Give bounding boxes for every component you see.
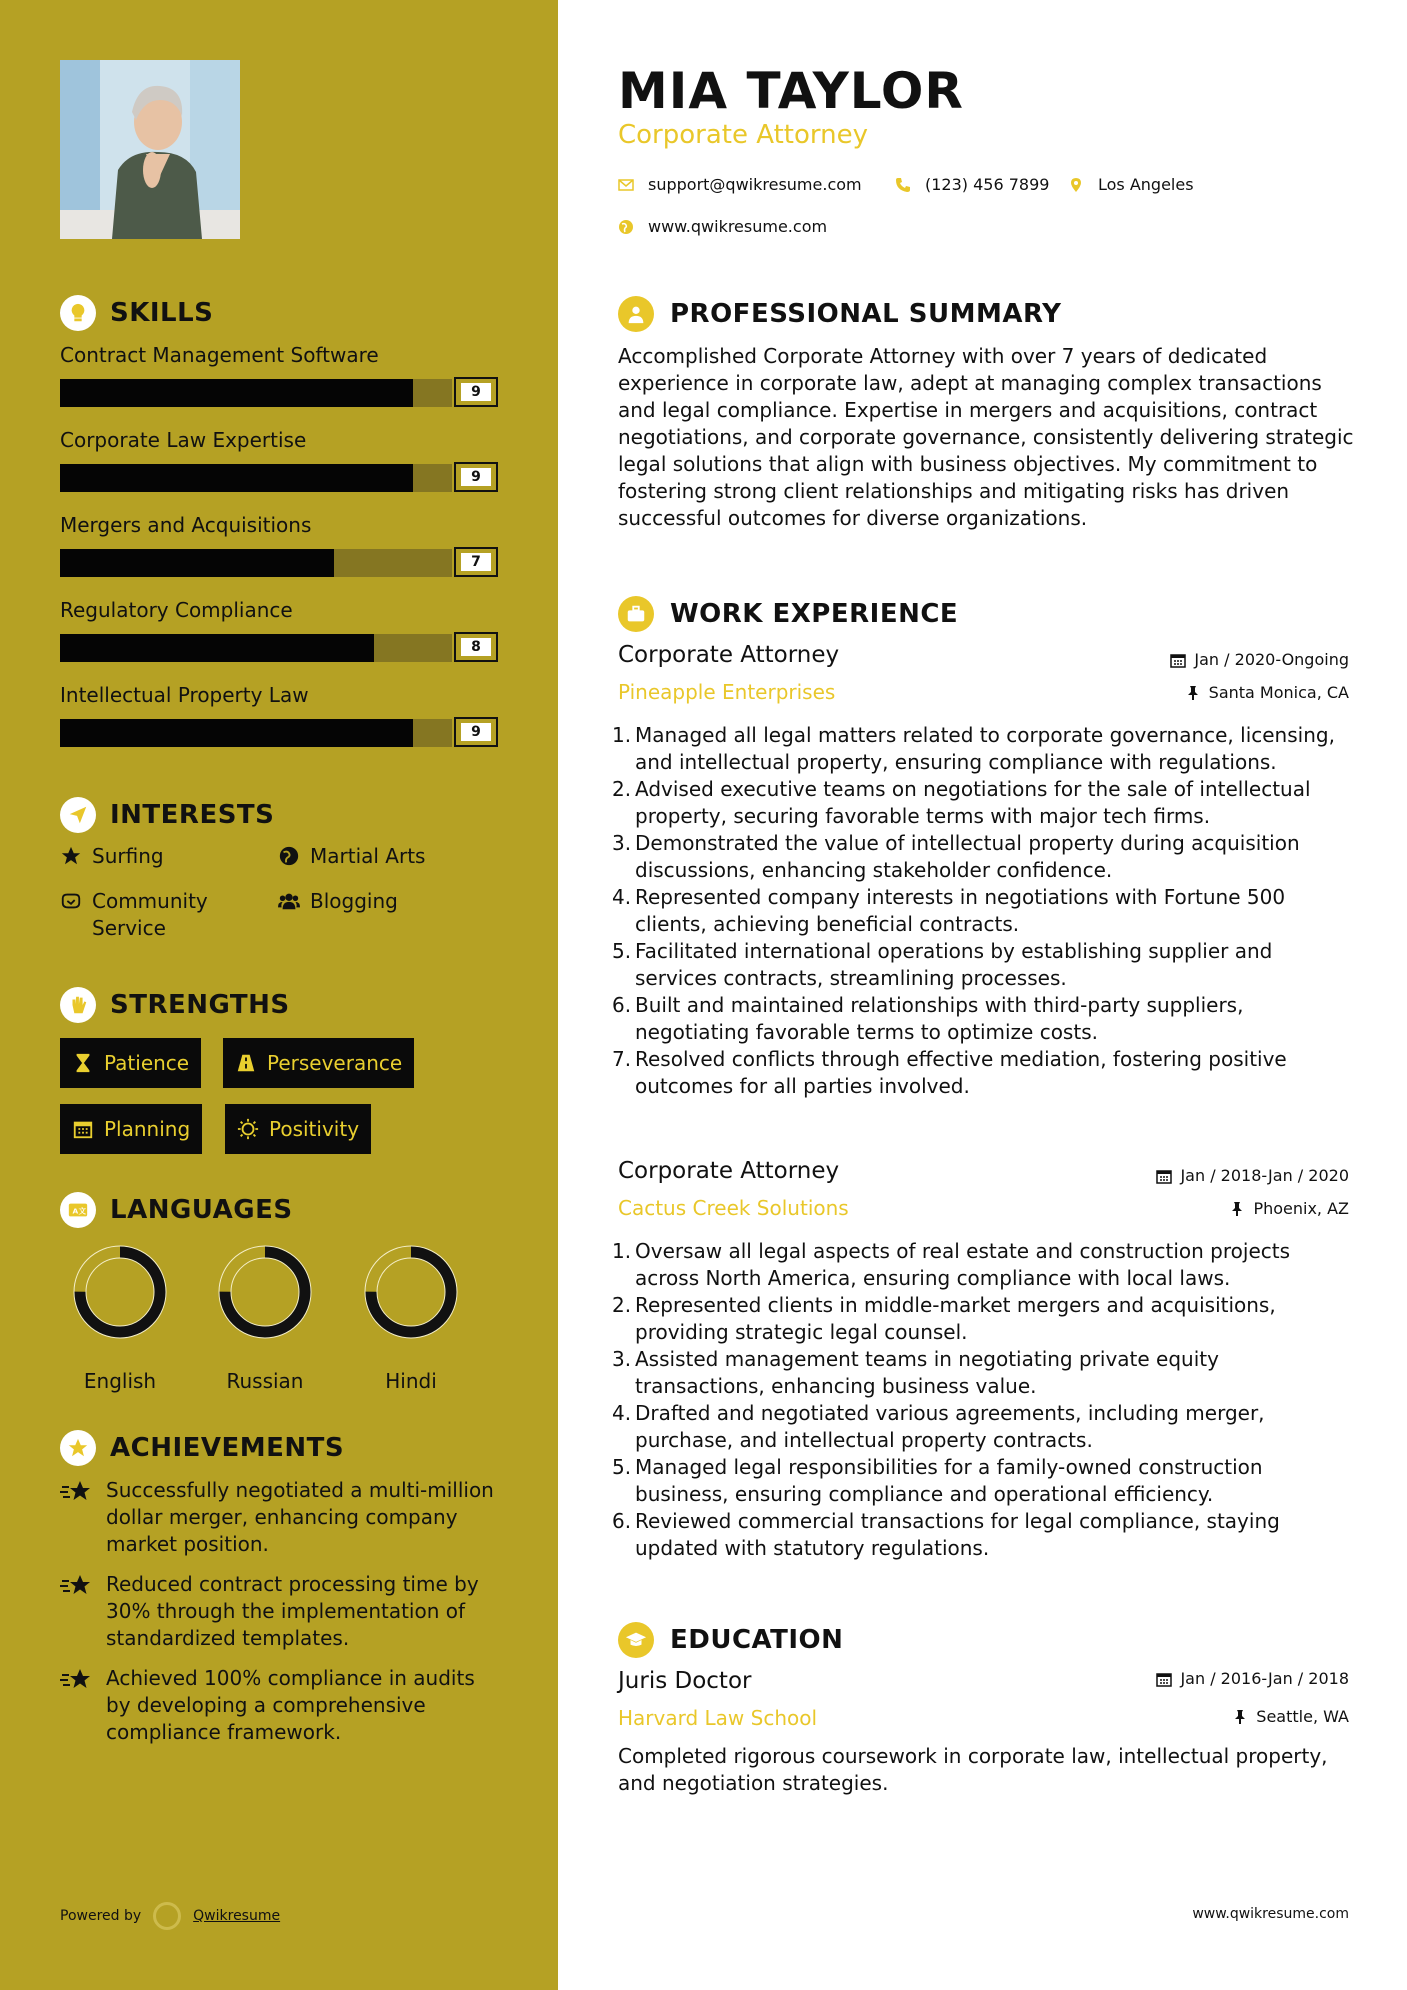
- briefcase-icon: [618, 596, 654, 632]
- envelope-icon: [618, 177, 634, 193]
- skill-bar: [60, 719, 498, 747]
- skill-fill: [60, 719, 413, 747]
- language-ring: [218, 1245, 312, 1339]
- sun-icon: [237, 1118, 259, 1140]
- skill-item: [60, 683, 500, 747]
- star-icon: [60, 845, 82, 867]
- language-name: Hindi: [385, 1369, 437, 1393]
- users-icon: [278, 890, 300, 912]
- hourglass-icon: [72, 1052, 94, 1074]
- skill-item: [60, 598, 500, 662]
- contact-email[interactable]: support@qwikresume.com: [618, 175, 862, 194]
- svg-text:A文: A文: [72, 1206, 87, 1216]
- duty-item: 4. Drafted and negotiated various agreements, including merger, purchase, and intellectual property contracts.: [612, 1401, 1265, 1452]
- job-location: Phoenix, AZ: [1229, 1199, 1349, 1218]
- star-badge-icon: [60, 1430, 96, 1466]
- candidate-role: Corporate Attorney: [618, 120, 868, 150]
- interest-item: Blogging: [278, 888, 398, 915]
- lightbulb-icon: [60, 295, 96, 331]
- skill-fill: [60, 379, 413, 407]
- skill-fill: [60, 549, 334, 577]
- languages-heading: A文 LANGUAGES: [60, 1192, 293, 1228]
- qwikresume-link[interactable]: Qwikresume: [193, 1908, 281, 1924]
- job-duties: [612, 1238, 1352, 1562]
- duty-item: 1. Oversaw all legal aspects of real estate and construction projects across North America, ensuring compliance with local laws.: [612, 1239, 1291, 1290]
- language-ring: [73, 1245, 167, 1339]
- map-pin-icon: [1068, 177, 1084, 193]
- skill-level-badge: 8: [454, 632, 498, 662]
- user-icon: [618, 296, 654, 332]
- shooting-star-icon: [60, 1479, 94, 1505]
- duty-item: 5. Facilitated international operations by establishing supplier and services contracts, streamlining processes.: [612, 939, 1273, 990]
- job-date: Jan / 2018-Jan / 2020: [1156, 1166, 1349, 1185]
- achievement-item: Successfully negotiated a multi-million dollar merger, enhancing company market position.: [60, 1477, 500, 1558]
- skill-name: Intellectual Property Law: [60, 683, 309, 707]
- strength-badge: Patience: [60, 1038, 201, 1088]
- phone-icon: [895, 177, 911, 193]
- education-text: Completed rigorous coursework in corporate law, intellectual property, and negotiation strategies.: [618, 1744, 1328, 1795]
- shooting-star-icon: [60, 1573, 94, 1599]
- job-company: Cactus Creek Solutions: [618, 1196, 849, 1220]
- language-item: [55, 1245, 185, 1393]
- job-location: Santa Monica, CA: [1185, 683, 1349, 702]
- achievement-item: Achieved 100% compliance in audits by developing a comprehensive compliance framework.: [60, 1665, 500, 1746]
- summary-heading: PROFESSIONAL SUMMARY: [618, 296, 1061, 332]
- calendar-icon: [1156, 1168, 1172, 1184]
- education-heading: EDUCATION: [618, 1622, 843, 1658]
- duty-item: 3. Assisted management teams in negotiating private equity transactions, enhancing business value.: [612, 1347, 1219, 1398]
- strength-badge: Planning: [60, 1104, 202, 1154]
- skill-item: [60, 428, 500, 492]
- contact-website[interactable]: www.qwikresume.com: [618, 217, 827, 236]
- duty-item: 5. Managed legal responsibilities for a family-owned construction business, ensuring compliance and operational efficiency.: [612, 1455, 1263, 1506]
- handshake-icon: [60, 890, 82, 912]
- strength-badge: Perseverance: [223, 1038, 414, 1088]
- strength-badge: Positivity: [225, 1104, 371, 1154]
- hand-icon: [60, 987, 96, 1023]
- duty-item: 6. Built and maintained relationships with third-party suppliers, negotiating favorable terms to optimize costs.: [612, 993, 1244, 1044]
- interest-item: Martial Arts: [278, 843, 425, 870]
- pushpin-icon: [1185, 685, 1201, 701]
- pushpin-icon: [1232, 1709, 1248, 1725]
- skill-name: Mergers and Acquisitions: [60, 513, 312, 537]
- skills-heading: SKILLS: [60, 295, 213, 331]
- job-title: Corporate Attorney: [618, 642, 840, 668]
- shooting-star-icon: [60, 1667, 94, 1693]
- skill-bar: [60, 379, 498, 407]
- contact-phone[interactable]: (123) 456 7899: [895, 175, 1049, 194]
- job-date: Jan / 2020-Ongoing: [1170, 650, 1349, 669]
- calendar-icon: [72, 1118, 94, 1140]
- skill-level-badge: 9: [454, 717, 498, 747]
- language-ring: [364, 1245, 458, 1339]
- job-company: Pineapple Enterprises: [618, 680, 836, 704]
- calendar-icon: [1170, 652, 1186, 668]
- skill-fill: [60, 634, 374, 662]
- globe-icon: [278, 845, 300, 867]
- education-location: Seattle, WA: [1232, 1707, 1349, 1726]
- graduation-cap-icon: [618, 1622, 654, 1658]
- job-duties: [612, 722, 1352, 1100]
- skill-level-badge: 9: [454, 462, 498, 492]
- sidebar: [0, 0, 558, 1990]
- duty-item: 6. Reviewed commercial transactions for legal compliance, staying updated with statutory regulations.: [612, 1509, 1280, 1560]
- duty-item: 1. Managed all legal matters related to corporate governance, licensing, and intellectual property, ensuring compliance with regulations.: [612, 723, 1335, 774]
- skill-bar: [60, 464, 498, 492]
- summary-text: Accomplished Corporate Attorney with over 7 years of dedicated experience in corporate law, adept at managing complex transactions and legal compliance. Expertise in mergers and acquisitions, contract negotiations, and corporate governance, consistently delivering strategic legal solutions that align with business objectives. My commitment to fostering strong client relationships and mitigating risks has driven successful outcomes for diverse organizations.: [618, 344, 1354, 530]
- duty-item: 7. Resolved conflicts through effective mediation, fostering positive outcomes for all parties involved.: [612, 1047, 1287, 1098]
- interests-heading: INTERESTS: [60, 797, 274, 833]
- skill-name: Regulatory Compliance: [60, 598, 293, 622]
- interest-item: Community Service: [60, 888, 240, 942]
- candidate-name: MIA TAYLOR: [618, 62, 964, 120]
- duty-item: 2. Represented clients in middle-market mergers and acquisitions, providing strategic legal counsel.: [612, 1293, 1276, 1344]
- road-icon: [235, 1052, 257, 1074]
- profile-photo: [60, 60, 240, 239]
- language-name: English: [83, 1369, 157, 1393]
- qwikresume-logo-icon: [153, 1902, 181, 1930]
- language-item: [346, 1245, 476, 1393]
- globe-icon: [618, 219, 634, 235]
- skill-fill: [60, 464, 413, 492]
- duty-item: 2. Advised executive teams on negotiations for the sale of intellectual property, securing favorable terms with major tech firms.: [612, 777, 1311, 828]
- achievement-item: Reduced contract processing time by 30% through the implementation of standardized templates.: [60, 1571, 500, 1652]
- language-item: [200, 1245, 330, 1393]
- language-name: Russian: [226, 1369, 304, 1393]
- experience-heading: WORK EXPERIENCE: [618, 596, 958, 632]
- duty-item: 4. Represented company interests in negotiations with Fortune 500 clients, achieving beneficial contracts.: [612, 885, 1286, 936]
- skill-name: Contract Management Software: [60, 343, 379, 367]
- calendar-icon: [1156, 1671, 1172, 1687]
- skill-bar: [60, 634, 498, 662]
- skill-level-badge: 9: [454, 377, 498, 407]
- skill-bar: [60, 549, 498, 577]
- achievements-heading: ACHIEVEMENTS: [60, 1430, 344, 1466]
- skill-item: [60, 343, 500, 407]
- education-date: Jan / 2016-Jan / 2018: [1156, 1669, 1349, 1688]
- footer-website[interactable]: www.qwikresume.com: [1192, 1906, 1349, 1922]
- education-degree: Juris Doctor: [618, 1668, 752, 1694]
- skill-name: Corporate Law Expertise: [60, 428, 307, 452]
- interest-item: Surfing: [60, 843, 164, 870]
- skill-level-badge: 7: [454, 547, 498, 577]
- language-card-icon: [60, 1192, 96, 1228]
- pushpin-icon: [1229, 1201, 1245, 1217]
- education-school: Harvard Law School: [618, 1706, 818, 1730]
- duty-item: 3. Demonstrated the value of intellectual property during acquisition discussions, enhancing stakeholder confidence.: [612, 831, 1300, 882]
- skill-item: [60, 513, 500, 577]
- contact-location: Los Angeles: [1068, 175, 1194, 194]
- strengths-heading: STRENGTHS: [60, 987, 290, 1023]
- powered-by: Powered by Qwikresume: [60, 1902, 280, 1930]
- job-title: Corporate Attorney: [618, 1158, 840, 1184]
- paper-plane-icon: [60, 797, 96, 833]
